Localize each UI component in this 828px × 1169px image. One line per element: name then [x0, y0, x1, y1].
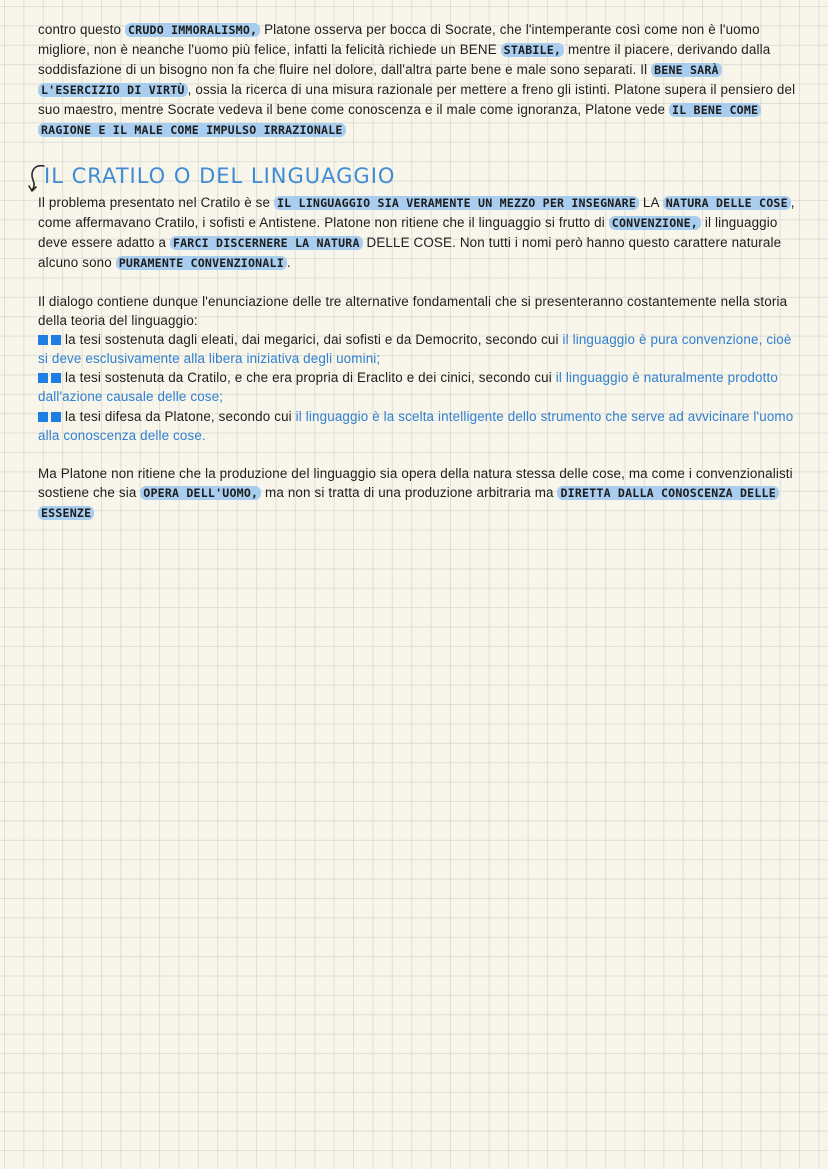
paragraph-cratilo	[38, 193, 798, 273]
text: la tesi sostenuta dagli eleati, dai megarici, dai sofisti e da Democrito, secondo cui	[65, 332, 563, 348]
text: la tesi difesa da Platone, secondo cui	[65, 408, 296, 424]
highlight: STABILE,	[501, 43, 564, 57]
blue-text: il linguaggio è la scelta intelligente dello strumento che serve ad avvicinare l'uomo alla conoscenza delle cose.	[38, 408, 794, 443]
highlight: FARCI DISCERNERE LA NATURA	[170, 236, 363, 250]
highlight: NATURA DELLE COSE	[663, 196, 791, 210]
list-item	[38, 368, 798, 406]
square-bullet-icon	[38, 373, 48, 383]
square-bullet-icon	[51, 373, 61, 383]
highlight: PURAMENTE CONVENZIONALI	[116, 256, 287, 270]
notes-page	[38, 20, 798, 523]
paragraph-alternative	[38, 292, 798, 445]
page-title: IL CRATILO O DEL LINGUAGGIO	[44, 163, 396, 188]
highlight: IL BENE COME RAGIONE E IL MALE COME IMPULSO IRRAZIONALE	[38, 103, 761, 137]
text: Ma Platone non ritiene che la produzione del linguaggio sia opera della natura stessa delle cose, ma come i convenzionalisti sostiene che sia	[38, 465, 793, 500]
text: mentre il piacere, derivando dalla soddisfazione di un bisogno non fa che fluire nel dolore, dall'altra parte bene e male sono separati. Il	[38, 42, 771, 78]
highlight: IL LINGUAGGIO SIA VERAMENTE UN MEZZO PER INSEGNARE	[274, 196, 639, 210]
text: .	[286, 254, 291, 270]
text: il linguaggio deve essere adatto a	[38, 214, 778, 250]
highlight: CRUDO IMMORALISMO,	[125, 23, 260, 37]
blue-text: il linguaggio è naturalmente prodotto dall'azione causale delle cose;	[38, 370, 778, 405]
text: DELLE COSE. Non tutti i nomi però hanno questo carattere naturale alcuno sono	[38, 234, 782, 270]
section-heading	[38, 160, 798, 193]
text: contro questo	[38, 22, 125, 37]
text: , ossia la ricerca di una misura razionale per mettere a freno gli istinti. Platone supera il pensiero del suo maestro, mentre Socrate vedeva il bene come conoscenza e il male come ignoranza, Platone vede	[38, 82, 796, 118]
highlight: CONVENZIONE,	[609, 216, 701, 230]
text: LA	[639, 194, 663, 210]
list-item	[38, 407, 798, 445]
blue-text: il linguaggio è pura convenzione, cioè si deve esclusivamente alla libera iniziativa degli uomini;	[38, 332, 792, 367]
paragraph-immoralismo	[38, 20, 798, 141]
text: ma non si tratta di una produzione arbitraria ma	[261, 484, 558, 500]
square-bullet-icon	[38, 335, 48, 345]
text: Il problema presentato nel Cratilo è se	[38, 194, 274, 210]
square-bullet-icon	[51, 412, 61, 422]
list-item	[38, 330, 798, 368]
text: la tesi sostenuta da Cratilo, e che era propria di Eraclito e dei cinici, secondo cui	[65, 370, 556, 386]
square-bullet-icon	[38, 412, 48, 422]
square-bullet-icon	[51, 335, 61, 345]
intro-text: Il dialogo contiene dunque l'enunciazione delle tre alternative fondamentali che si presenteranno costantemente nella storia della teoria del linguaggio:	[38, 293, 788, 329]
paragraph-conclusione	[38, 464, 798, 523]
highlight: DIRETTA DALLA CONOSCENZA DELLE ESSENZE	[38, 486, 779, 520]
highlight: OPERA DELL'UOMO,	[140, 486, 261, 500]
text: , come affermavano Cratilo, i sofisti e Antistene. Platone non ritiene che il linguaggio si frutto di	[38, 194, 795, 230]
highlight: BENE SARÀ L'ESERCIZIO DI VIRTÙ	[38, 63, 722, 97]
text: Platone osserva per bocca di Socrate, che l'intemperante così come non è l'uomo migliore, non è neanche l'uomo più felice, infatti la felicità richiede un BENE	[38, 22, 760, 58]
